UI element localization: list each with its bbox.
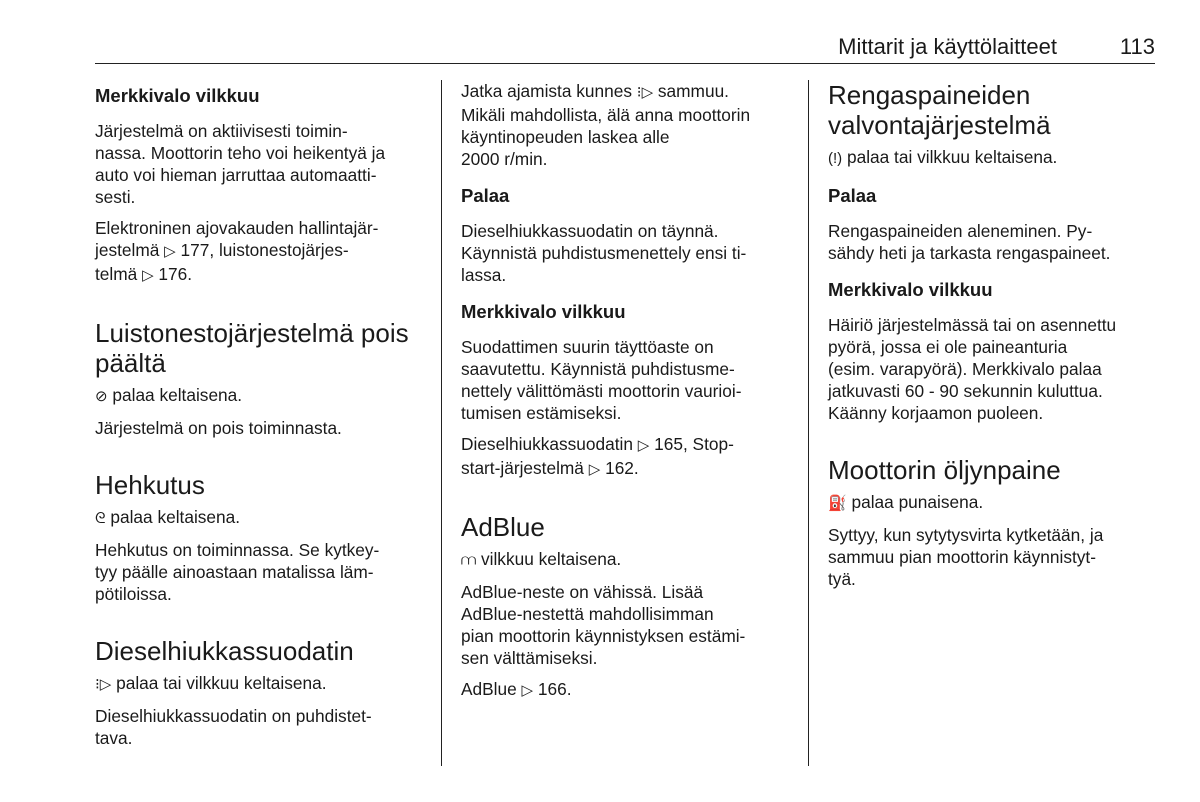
text-line — [828, 146, 1158, 170]
text-span: Jatka ajamista kunnes — [461, 81, 637, 101]
text-span: sammuu. — [653, 81, 729, 101]
text-line: sammuu pian moottorin käynnistyt- — [828, 547, 1096, 567]
text-line: sesti. — [95, 187, 136, 207]
text-line: Suodattimen suurin täyttöaste on — [461, 337, 714, 357]
text-line: Syttyy, kun sytytysvirta kytketään, ja — [828, 525, 1104, 545]
text-line — [461, 548, 793, 572]
page-reference[interactable]: 162. — [600, 458, 639, 478]
text-line: auto voi hieman jarruttaa automaatti- — [95, 165, 377, 185]
text-line: sähdy heti ja tarkasta rengaspaineet. — [828, 243, 1111, 263]
page-reference[interactable]: 176. — [153, 264, 193, 284]
section-title: Mittarit ja käyttölaitteet — [838, 34, 1057, 59]
text-span: jestelmä — [95, 240, 165, 260]
text-line — [461, 433, 793, 457]
text-line: jatkuvasti 60 - 90 sekunnin kuluttua. — [828, 381, 1103, 401]
text-line: pötiloissa. — [95, 584, 172, 604]
text-line: Käänny korjaamon puoleen. — [828, 403, 1044, 423]
column-divider — [808, 80, 809, 766]
text-span: Dieselhiukkassuodatin — [461, 434, 638, 454]
text-line: tyy päälle ainoastaan matalissa läm- — [95, 562, 374, 582]
reference-triangle-icon: ▷ — [142, 267, 154, 284]
text-line: tyä. — [828, 569, 856, 589]
text-line — [95, 384, 425, 408]
text-line: Häiriö järjestelmässä tai on asennettu — [828, 315, 1117, 335]
text-line: pian moottorin käynnistyksen estämi- — [461, 626, 746, 646]
text-line: lassa. — [461, 265, 507, 285]
subheading-on: Palaa — [828, 185, 877, 206]
heading-traction-control-off: Luistonestojärjestelmä pois — [95, 318, 409, 348]
text-span: start-järjestelmä — [461, 458, 589, 478]
text-line: Dieselhiukkassuodatin on puhdistet- — [95, 706, 372, 726]
text-line — [95, 263, 425, 287]
reference-triangle-icon: ▷ — [588, 461, 601, 478]
text-line: AdBlue-nestettä mahdollisimman — [461, 604, 714, 624]
text-line: Rengaspaineiden aleneminen. Py- — [828, 221, 1093, 241]
text-line: Mikäli mahdollista, älä anna moottorin — [461, 105, 751, 125]
page-reference[interactable]: 177, luistonestojärjes- — [175, 240, 349, 260]
column-3 — [828, 80, 1158, 599]
subheading-on: Palaa — [461, 185, 510, 206]
heading-glow: Hehkutus — [95, 470, 205, 500]
adblue-icon: ⩋ — [461, 552, 477, 569]
diesel-particle-filter-icon: ⁝▷ — [636, 84, 654, 101]
glow-plug-icon: ᘓ — [95, 510, 106, 527]
reference-triangle-icon: ▷ — [637, 437, 650, 454]
heading-tpms-cont: valvontajärjestelmä — [828, 110, 1051, 140]
text-span: palaa tai vilkkuu keltaisena. — [842, 147, 1058, 167]
text-line: (esim. varapyörä). Merkkivalo palaa — [828, 359, 1102, 379]
text-span: palaa punaisena. — [846, 492, 984, 512]
traction-control-off-icon: ⊘ — [95, 388, 108, 405]
diesel-particle-filter-icon: ⁝▷ — [95, 676, 112, 693]
text-line: 2000 r/min. — [461, 149, 548, 169]
reference-triangle-icon: ▷ — [521, 682, 534, 699]
text-line: pyörä, jossa ei ole paineanturia — [828, 337, 1068, 357]
text-line — [461, 457, 793, 481]
text-line: tava. — [95, 728, 133, 748]
text-line: Järjestelmä on aktiivisesti toimin- — [95, 121, 348, 141]
heading-traction-control-off-cont: päältä — [95, 348, 166, 378]
text-line: Järjestelmä on pois toiminnasta. — [95, 418, 342, 438]
column-2 — [461, 80, 793, 711]
text-span: telmä — [95, 264, 143, 284]
page-header — [95, 30, 1155, 64]
subheading-flashing: Merkkivalo vilkkuu — [95, 85, 260, 106]
text-line — [95, 239, 425, 263]
text-span: palaa keltaisena. — [105, 507, 241, 527]
subheading-flashing: Merkkivalo vilkkuu — [828, 279, 993, 300]
subheading-flashing: Merkkivalo vilkkuu — [461, 301, 626, 322]
text-line: nassa. Moottorin teho voi heikentyä ja — [95, 143, 386, 163]
text-line: Dieselhiukkassuodatin on täynnä. — [461, 221, 719, 241]
text-line: Elektroninen ajovakauden hallintajär- — [95, 218, 379, 238]
text-span: AdBlue — [461, 679, 522, 699]
text-span: vilkkuu keltaisena. — [476, 549, 622, 569]
page-number: 113 — [1119, 34, 1155, 59]
text-line: saavutettu. Käynnistä puhdistusme- — [461, 359, 735, 379]
text-line: AdBlue-neste on vähissä. Lisää — [461, 582, 704, 602]
text-line — [95, 672, 425, 696]
text-line: tumisen estämiseksi. — [461, 403, 622, 423]
page-reference[interactable]: 166. — [533, 679, 572, 699]
text-line: sen välttämiseksi. — [461, 648, 598, 668]
tire-pressure-icon: (!) — [828, 150, 843, 167]
text-line: käyntinopeuden laskea alle — [461, 127, 670, 147]
heading-adblue: AdBlue — [461, 512, 545, 542]
column-divider — [441, 80, 442, 766]
text-line: nettely välittömästi moottorin vaurioi- — [461, 381, 742, 401]
text-line — [461, 80, 793, 104]
text-line — [95, 506, 425, 530]
heading-dpf: Dieselhiukkassuodatin — [95, 636, 354, 666]
column-1 — [95, 80, 425, 758]
heading-tpms: Rengaspaineiden — [828, 80, 1031, 110]
heading-oil-pressure: Moottorin öljynpaine — [828, 455, 1061, 485]
text-line — [828, 491, 1158, 515]
text-span: palaa keltaisena. — [107, 385, 243, 405]
text-line: Käynnistä puhdistusmenettely ensi ti- — [461, 243, 747, 263]
oil-pressure-icon: ⛽ — [828, 495, 847, 512]
page-reference[interactable]: 165, Stop- — [649, 434, 734, 454]
text-span: palaa tai vilkkuu keltaisena. — [111, 673, 327, 693]
reference-triangle-icon: ▷ — [164, 243, 176, 260]
text-line — [461, 678, 793, 702]
text-line: Hehkutus on toiminnassa. Se kytkey- — [95, 540, 380, 560]
